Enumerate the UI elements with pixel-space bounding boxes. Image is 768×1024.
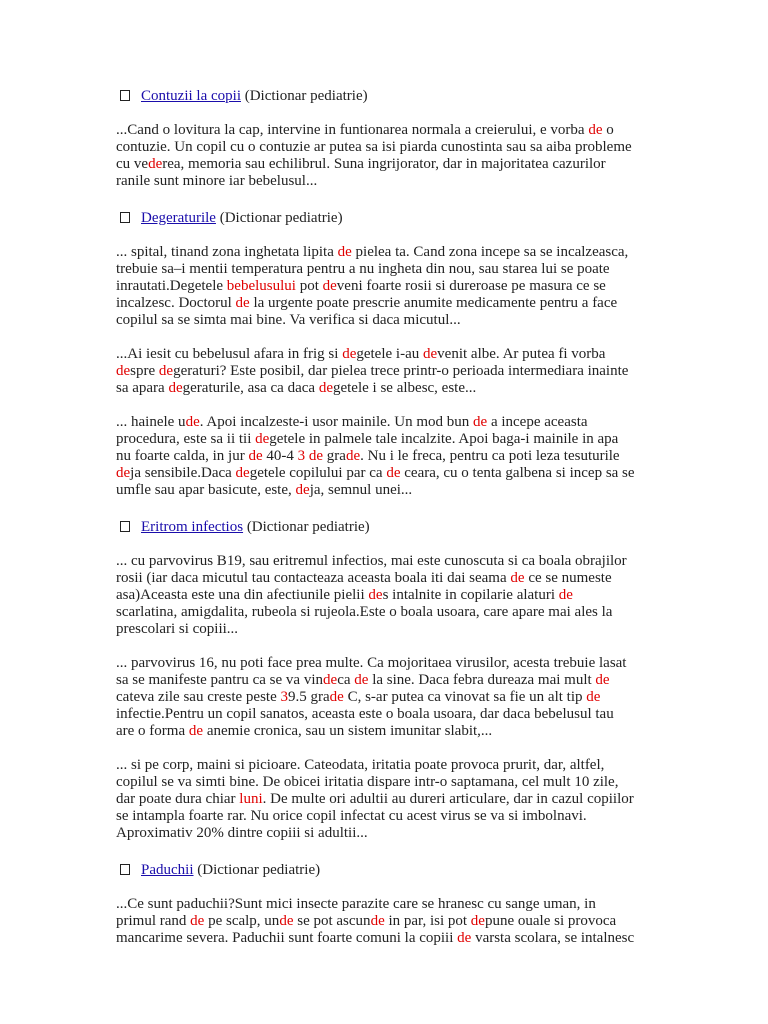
highlighted-term: de (586, 689, 601, 705)
highlighted-term: de (558, 587, 573, 603)
snippet-line: ranile sunt minore iar bebelusul... (116, 173, 318, 189)
result-title-link[interactable]: Contuzii la copii (141, 88, 241, 104)
snippet-line: cu vederea, memoria sau echilibrul. Suna ingrijorator, dar in majoritatea cazurilor (116, 156, 606, 172)
bullet-box-icon (120, 864, 130, 875)
snippet-line: ...Ai iesit cu bebelusul afara in frig si degetele i-au devenit albe. Ar putea fi vorba (116, 346, 606, 362)
snippet-line: trebuie sa–i mentii temperatura pentru a nu ingheta din nou, sau starea lui se poate (116, 261, 610, 277)
highlighted-term: de (368, 587, 383, 603)
highlighted-term: de (354, 672, 369, 688)
snippet-line: copilul se va simti bine. De obicei iritatia dispare intr-o saptamana, cel mult 10 zile, (116, 774, 619, 790)
highlighted-term: de (370, 913, 385, 929)
result-entry (116, 88, 656, 190)
result-title-link[interactable]: Eritrom infectios (141, 519, 244, 535)
highlighted-term: 3 (280, 689, 288, 705)
snippet-line: Aproximativ 20% dintre copiii si adultii... (116, 825, 368, 841)
highlighted-term: de (342, 346, 357, 362)
snippet-line: deja sensibile.Daca degetele copilului par ca de ceara, cu o tenta galbena si incep sa se (116, 465, 635, 481)
snippet-line: despre degeraturi? Este posibil, dar pielea trece printr-o perioada intermediara inainte (116, 363, 629, 379)
highlighted-term: de (473, 414, 488, 430)
highlighted-term: de (322, 278, 337, 294)
result-snippet (116, 346, 656, 397)
highlighted-term: luni (239, 791, 263, 807)
result-snippet (116, 414, 656, 499)
highlighted-term: de (235, 295, 250, 311)
result-snippet (116, 655, 656, 740)
result-source: (Dictionar pediatrie) (243, 519, 370, 535)
highlighted-term: de (588, 122, 603, 138)
highlighted-term: de (323, 672, 338, 688)
bullet-box-icon (120, 90, 130, 101)
result-entry (116, 210, 656, 499)
result-title-link[interactable]: Degeraturile (141, 210, 216, 226)
snippet-line: nu foarte calda, in jur de 40-4 3 de grade. Nu i le freca, pentru ca poti leza tesuturile (116, 448, 620, 464)
highlighted-term: de (295, 482, 310, 498)
highlighted-term: de (510, 570, 525, 586)
highlighted-term: de (470, 913, 485, 929)
highlighted-term: bebelusului (226, 278, 296, 294)
snippet-line: inrautati.Degetele bebelusului pot deveni foarte rosii si dureroase pe masura ce se (116, 278, 606, 294)
highlighted-term: de (158, 363, 174, 379)
snippet-line: sa se manifeste pantru ca se va vindeca de la sine. Daca febra dureaza mai mult de (116, 672, 610, 688)
result-entry (116, 862, 656, 947)
result-source: (Dictionar pediatrie) (240, 88, 368, 104)
highlighted-term: de (279, 913, 294, 929)
highlighted-term: de (423, 346, 438, 362)
result-entry (116, 519, 656, 842)
snippet-line: contuzie. Un copil cu o contuzie ar putea sa isi piarda cunostinta sau sa aiba probleme (116, 139, 632, 155)
snippet-line: se intampla foarte rar. Nu orice copil infectat cu acest virus se va si imbolnavi. (116, 808, 587, 824)
snippet-line: ... parvovirus 16, nu poti face prea multe. Ca mojoritaea virusilor, acesta trebuie lasat (116, 655, 627, 671)
snippet-line: ...Cand o lovitura la cap, intervine in funtionarea normala a creierului, e vorba de o (116, 122, 614, 138)
result-heading (116, 210, 656, 227)
snippet-line: infectie.Pentru un copil sanatos, aceasta este o boala usoara, dar daca bebelusul tau (116, 706, 614, 722)
result-source: (Dictionar pediatrie) (193, 862, 321, 878)
highlighted-term: de (185, 414, 200, 430)
snippet-line: primul rand de pe scalp, unde se pot ascunde in par, isi pot depune ouale si provoca (116, 913, 617, 929)
result-snippet (116, 244, 656, 329)
snippet-line: cateva zile sau creste peste 39.5 grade C, s-ar putea ca vinovat sa fie un alt tip de (116, 689, 601, 705)
result-snippet (116, 896, 656, 947)
highlighted-term: 3 (297, 448, 306, 464)
highlighted-term: de (190, 913, 205, 929)
highlighted-term: de (329, 689, 344, 705)
snippet-line: procedura, este sa ii tii degetele in palmele tale incalzite. Apoi baga-i mainile in apa (116, 431, 619, 447)
snippet-line: incalzesc. Doctorul de la urgente poate prescrie anumite medicamente pentru a face (116, 295, 618, 311)
snippet-line: asa)Aceasta este una din afectiunile pielii des intalnite in copilarie alaturi de (116, 587, 573, 603)
highlighted-term: de (457, 930, 472, 946)
result-title-link[interactable]: Paduchii (141, 862, 194, 878)
snippet-line: ... si pe corp, maini si picioare. Cateodata, iritatia poate provoca prurit, dar, altfel, (116, 757, 605, 773)
snippet-line: copilul sa se simta mai bine. Va verifica si daca micutul... (116, 312, 461, 328)
snippet-line: dar poate dura chiar luni. De multe ori adultii au dureri articulare, dar in cazul copiilor (116, 791, 634, 807)
highlighted-term: de (188, 723, 204, 739)
result-snippet (116, 122, 656, 190)
result-source: (Dictionar pediatrie) (215, 210, 343, 226)
highlighted-term: de (248, 448, 263, 464)
result-heading (116, 862, 656, 879)
highlighted-term: de (116, 465, 131, 481)
highlighted-term: de (255, 431, 270, 447)
highlighted-term: de (345, 448, 361, 464)
bullet-box-icon (120, 521, 130, 532)
snippet-line: ...Ce sunt paduchii?Sunt mici insecte parazite care se hranesc cu sange uman, in (116, 896, 596, 912)
snippet-line: ... hainele ude. Apoi incalzeste-i usor mainile. Un mod bun de a incepe aceasta (116, 414, 588, 430)
snippet-line: prescolari si copiii... (116, 621, 239, 637)
highlighted-term: de (337, 244, 352, 260)
result-snippet (116, 553, 656, 638)
highlighted-term: de (116, 363, 131, 379)
snippet-line: scarlatina, amigdalita, rubeola si rujeola.Este o boala usoara, care apare mai ales la (116, 604, 613, 620)
search-results (116, 88, 656, 967)
highlighted-term: de (235, 465, 250, 481)
snippet-line: rosii (iar daca micutul tau contacteaza aceasta boala iti dai seama de ce se numeste (116, 570, 612, 586)
snippet-line: umfle sau apar basicute, este, deja, semnul unei... (116, 482, 413, 498)
highlighted-term: de (168, 380, 183, 396)
highlighted-term: de (308, 448, 324, 464)
snippet-line: mancarime severa. Paduchii sunt foarte comuni la copiii de varsta scolara, se intalnesc (116, 930, 635, 946)
snippet-line: are o forma de anemie cronica, sau un sistem imunitar slabit,... (116, 723, 493, 739)
snippet-line: sa apara degeraturile, asa ca daca degetele i se albesc, este... (116, 380, 477, 396)
result-heading (116, 519, 656, 536)
highlighted-term: de (148, 156, 163, 172)
result-snippet (116, 757, 656, 842)
snippet-line: ... spital, tinand zona inghetata lipita de pielea ta. Cand zona incepe sa se incalzeasca, (116, 244, 629, 260)
result-heading (116, 88, 656, 105)
snippet-line: ... cu parvovirus B19, sau eritremul infectios, mai este cunoscuta si ca boala obrajilor (116, 553, 627, 569)
highlighted-term: de (318, 380, 333, 396)
bullet-box-icon (120, 212, 130, 223)
highlighted-term: de (386, 465, 401, 481)
highlighted-term: de (595, 672, 610, 688)
